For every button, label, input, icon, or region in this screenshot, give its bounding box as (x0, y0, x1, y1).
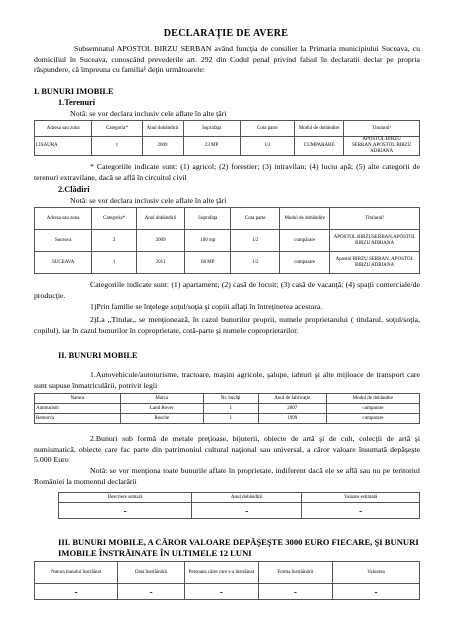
bldg-col-acquisition: Modul de dobândire (280, 208, 330, 230)
table-cell: - (184, 584, 258, 600)
table-cell: 1 (92, 137, 142, 156)
land-col-holder: Titularul¹ (344, 121, 420, 137)
bldg-col-year: Anul dobândirii (137, 208, 185, 230)
land-note: Notă: se vor declara inclusiv cele aflate în alte ţări (70, 109, 227, 118)
table-cell: 23 MP (183, 137, 240, 156)
section-1-heading: I. BUNURI IMOBILE (34, 87, 114, 96)
alien-col-person: Persoana către care s-a înstrăinat (184, 562, 258, 584)
table-cell: 1 (203, 404, 258, 414)
alien-col-form: Forma înstrăinării (258, 562, 332, 584)
bldg-col-holder: Titularul² (330, 208, 420, 230)
table-cell: 2009 (137, 230, 185, 252)
table-row (35, 404, 420, 414)
alien-col-date: Data înstrăinării (118, 562, 185, 584)
table-cell: SUCEAVA (35, 252, 92, 274)
buildings-categories-text: Categoriile indicate sunt: (1) apartament; (2) casă de locuit; (3) casă de vacanţă; (4) spaţii comerciale/de producţie. (34, 280, 420, 300)
buildings-note: Notă: se vor declara inclusiv cele aflate în alte ţări (70, 196, 227, 205)
table-cell: cumpărare (280, 230, 330, 252)
alienated-table (34, 561, 420, 600)
section-2-heading: II. BUNURI MOBILE (58, 351, 138, 360)
alien-col-nature: Natura bunului înstrăinat (35, 562, 118, 584)
valuables-paragraph-text: 2.Bunuri sub formă de metale preţioase, bijuterii, obiecte de artă şi de cult, colecţii de artă şi numismatică, obiecte care fac parte din patrimoniul cultural naţional sau universal, a căror valoare însumată depăşeşte 5.000 Euro (34, 434, 420, 465)
footnote-1: 1)Prin familie se înţelege soţul/soţia şi copiii aflaţi în întreţinerea acestora. (90, 302, 323, 311)
table-cell: 1999 (258, 414, 326, 424)
table-cell: cumparare (326, 404, 419, 414)
bldg-col-area: Suprafaţa (185, 208, 231, 230)
buildings-table (34, 207, 420, 274)
table-row (35, 414, 420, 424)
table-cell: CUMPARARE (295, 137, 344, 156)
table-cell: Rosche (120, 414, 203, 424)
table-row (35, 252, 420, 274)
table-cell: Apostol BIRZU SERBAN ,APOSTOL BIRZU ADRIANA (330, 252, 420, 274)
table-cell: Autoturism (35, 404, 121, 414)
vehicles-table (34, 393, 420, 424)
table-cell: 2 (92, 230, 137, 252)
buildings-subheading: 2.Clădiri (58, 185, 90, 194)
page-title: DECLARAŢIE DE AVERE (163, 28, 289, 39)
alienated-table-header (35, 562, 420, 584)
table-cell: 100 mp (185, 230, 231, 252)
table-cell: - (118, 584, 185, 600)
table-cell: - (258, 584, 332, 600)
bldg-col-share: Cota parte (231, 208, 280, 230)
table-cell: 1/2 (240, 137, 294, 156)
vehicles-paragraph: 1.Autovehicule/autoturisme, tractoare, maşini agricole, şalupe, iahturi şi alte mijloace de transport care sunt supuse înmatriculării, potrivit legii (34, 370, 420, 390)
valuables-table (58, 492, 420, 519)
veh-col-type: Natura (35, 394, 121, 404)
table-cell: - (192, 503, 302, 519)
section-3-heading: III. BUNURI MOBILE, A CĂROR VALOARE DEPĂŞEŞTE 3000 EURO FIECARE, ŞI BUNURI IMOBILE ÎNSTRĂINATE ÎN ULTIMELE 12 LUNI (58, 537, 419, 558)
table-cell: Land Rover (120, 404, 203, 414)
land-col-address: Adresa sau zona (35, 121, 92, 137)
table-cell: cumparare (280, 252, 330, 274)
val-col-description: Descriere sumară (59, 493, 192, 503)
land-table-header (35, 121, 420, 137)
table-cell: 1 (92, 252, 137, 274)
veh-col-count: Nr. bucăţi (203, 394, 258, 404)
bldg-col-category: Categoria* (92, 208, 137, 230)
veh-col-year: Anul de fabricaţie (258, 394, 326, 404)
footnote-2: 2)La ,,Titular,, se menţionează, în cazul bunurilor proprii, numele proprietarului ( titularul, soţul/soţia, copilul), iar în cazul bunurilor în coproprietate, cotă-parte şi numele coproprietarilor. (34, 315, 420, 335)
alien-col-value: Valoarea (332, 562, 419, 584)
table-row (35, 230, 420, 252)
valuables-table-header (59, 493, 420, 503)
valuables-note: Notă: se vor menţiona toate bunurile aflate în proprietate, indiferent dacă ele se află sau nu pe teritoriul României la momentul declarării (34, 466, 420, 486)
vehicles-table-header (35, 394, 420, 404)
table-cell: 1 (203, 414, 258, 424)
table-cell: - (302, 503, 420, 519)
table-cell: - (59, 503, 192, 519)
land-col-year: Anul dobândirii (142, 121, 183, 137)
val-col-year: Anul dobândirii (192, 493, 302, 503)
bldg-col-address: Adresa sau zona (35, 208, 92, 230)
table-cell: 2007 (258, 404, 326, 414)
veh-col-acquisition: Modul de dobândire (326, 394, 419, 404)
valuables-paragraph (34, 434, 420, 466)
land-subheading: 1.Terenuri (58, 98, 96, 107)
table-cell: 2009 (142, 137, 183, 156)
land-table (34, 120, 420, 156)
table-cell: 1/2 (231, 230, 280, 252)
table-cell: Remorca (35, 414, 121, 424)
land-col-acquisition: Modul de dobândire (295, 121, 344, 137)
land-col-area: Suprafaţa (183, 121, 240, 137)
land-categories-text: * Categoriile indicate sunt: (1) agricol; (2) forestier; (3) intravilan; (4) luciu apă; (5) alte categorii de terenuri extravilane, dacă se află în circuitul civil (34, 162, 420, 182)
table-cell: APOSTOL BIRZUSERBAN,APOSTOL BIRZU ADRIANA (330, 230, 420, 252)
buildings-table-header (35, 208, 420, 230)
table-row (35, 584, 420, 600)
table-cell: 2011 (137, 252, 185, 274)
val-col-value: Valoare estimată (302, 493, 420, 503)
table-cell: 1/2 (231, 252, 280, 274)
table-row (35, 137, 420, 156)
land-col-share: Cota parte (240, 121, 294, 137)
table-cell: cumparare (326, 414, 419, 424)
table-cell: Suceava (35, 230, 92, 252)
table-cell: - (35, 584, 118, 600)
land-col-category: Categoria* (92, 121, 142, 137)
intro-paragraph: Subsemnatul APOSTOL BIRZU SERBAN având funcţia de consilier la Primaria municipiului Suceava, cu domiciliul în Suceava, cunoscând prevederile art. 292 din Codul penal privind falsul în declaratii declar pe propria răspundere, că împreuna cu familia¹ deţin următoarele: (34, 44, 420, 75)
table-cell: 68 MP (185, 252, 231, 274)
table-cell: APOSTOL BIRZU SERBAN,APOSTOL BIRZU ADRIANA (344, 137, 420, 156)
veh-col-make: Marca (120, 394, 203, 404)
table-row (59, 503, 420, 519)
table-cell: LISAURA (35, 137, 92, 156)
table-cell: - (332, 584, 419, 600)
